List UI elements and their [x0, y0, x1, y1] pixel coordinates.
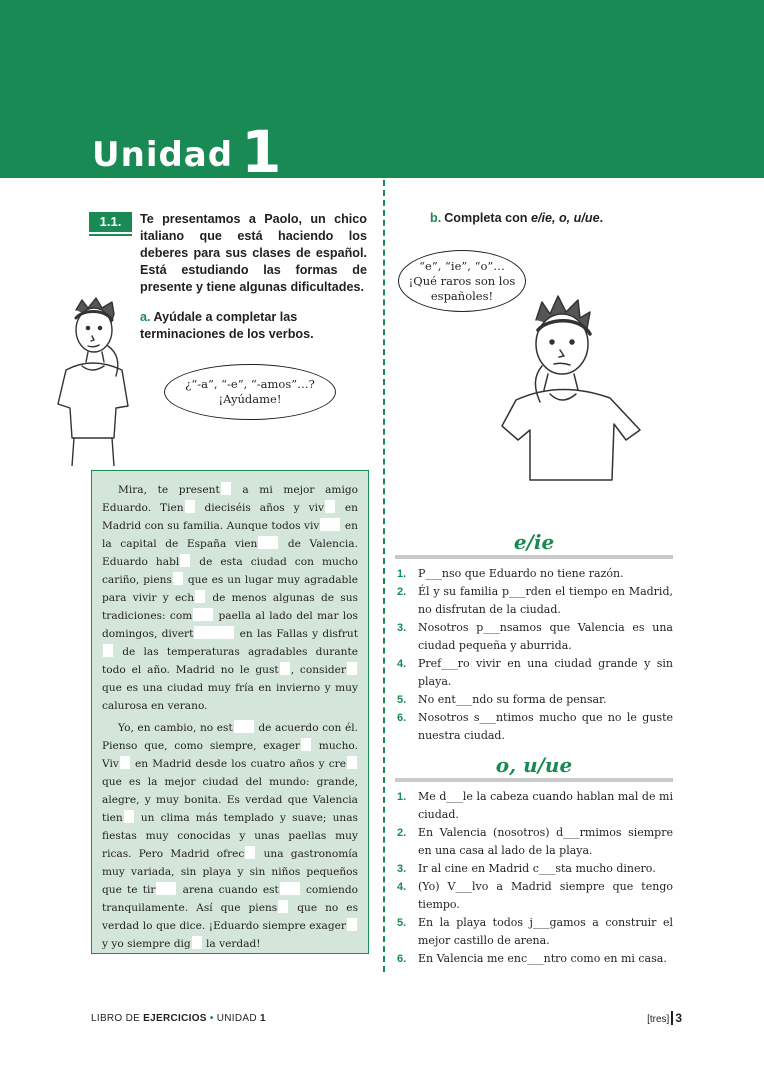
text-segment: la verdad!	[202, 938, 261, 950]
blank-field[interactable]	[234, 720, 254, 733]
text-segment: de las temperaturas agradables durante todo el año. Madrid no le gust	[102, 646, 358, 676]
part-b-text: Completa con	[444, 211, 531, 225]
section-title-oue: o, u/ue	[495, 753, 573, 777]
item-text: Me d___le la cabeza cuando hablan mal de mi ciudad.	[418, 790, 673, 821]
boy-illustration-b	[490, 290, 650, 490]
blank-field[interactable]	[195, 590, 205, 603]
section-rule-eie	[395, 555, 673, 559]
item-number: 2.	[397, 586, 407, 598]
list-item	[397, 950, 673, 968]
text-segment: de esta ciudad con mucho cariño, piens	[102, 556, 359, 586]
part-b-instruction	[430, 211, 603, 225]
blank-field[interactable]	[280, 662, 290, 675]
item-text: En Valencia me enc___ntro como en mi casa.	[418, 952, 667, 965]
footer-page-word: [tres]	[647, 1014, 670, 1025]
blank-field[interactable]	[347, 662, 357, 675]
list-item	[397, 914, 673, 950]
footer-page-number	[647, 1011, 682, 1025]
item-number: 3.	[397, 622, 407, 634]
text-segment: a mi mejor amigo Eduardo. Tien	[102, 484, 358, 514]
item-number: 1.	[397, 791, 407, 803]
exercise-list-eie	[397, 565, 673, 745]
blank-field[interactable]	[280, 882, 300, 895]
item-number: 5.	[397, 917, 407, 929]
text-segment: comiendo tranquilamente. Así que piens	[102, 884, 358, 914]
speech-bubble-a	[164, 364, 336, 420]
blank-field[interactable]	[120, 756, 130, 769]
text-segment: Mira, te present	[118, 484, 220, 496]
bubble-a-line2: ¡Ayúdame!	[218, 392, 282, 406]
blank-field[interactable]	[245, 846, 255, 859]
text-paragraph-2	[102, 719, 358, 953]
text-segment: en las Fallas y disfrut	[235, 628, 358, 640]
item-text: Pref___ro vivir en una ciudad grande y sin playa.	[418, 657, 673, 688]
text-segment: de Valencia. Eduardo habl	[102, 538, 358, 568]
text-segment: en la capital de España vien	[102, 520, 358, 550]
footer-separator: •	[209, 1013, 214, 1024]
text-segment: un clima más templado y suave; unas fiestas muy conocidas y unas paellas muy ricas. Pero Madrid ofrec	[102, 812, 358, 860]
text-segment: paella al lado del mar los domingos, divert	[102, 610, 358, 640]
list-item	[397, 878, 673, 914]
list-item	[397, 709, 673, 745]
item-number: 4.	[397, 881, 407, 893]
fill-in-text-box	[91, 470, 369, 954]
list-item	[397, 691, 673, 709]
blank-field[interactable]	[192, 936, 202, 949]
part-a-instruction	[140, 309, 367, 343]
blank-field[interactable]	[193, 608, 213, 621]
item-text: (Yo) V___lvo a Madrid siempre que tengo tiempo.	[418, 880, 673, 911]
text-segment: que es un lugar muy agradable para vivir y ech	[102, 574, 358, 604]
item-number: 5.	[397, 694, 407, 706]
item-text: Nosotros s___ntimos mucho que no le guste nuestra ciudad.	[418, 711, 673, 742]
text-segment: , consider	[290, 664, 346, 676]
item-text: Él y su familia p___rden el tiempo en Madrid, no disfrutan de la ciudad.	[418, 585, 673, 616]
blank-field[interactable]	[180, 554, 190, 567]
text-segment: dieciséis años y viv	[195, 502, 324, 514]
text-segment: que no es verdad lo que dice. ¡Eduardo siempre exager	[102, 902, 358, 932]
text-segment: que es la mejor ciudad del mundo: grande, alegre, y muy bonita. Es verdad que Valencia tien	[102, 776, 358, 824]
text-segment: que es una ciudad muy fría en invierno y muy calurosa en verano.	[102, 682, 358, 712]
text-paragraph-1	[102, 481, 358, 715]
item-text: Ir al cine en Madrid c___sta mucho dinero.	[418, 862, 656, 875]
blank-field[interactable]	[347, 756, 357, 769]
text-segment: y yo siempre dig	[102, 938, 191, 950]
item-number: 3.	[397, 863, 407, 875]
footer-book-label	[91, 1013, 266, 1024]
footer-page-num: 3	[671, 1011, 682, 1025]
part-a-letter: a.	[140, 310, 151, 324]
part-b-letter: b.	[430, 211, 442, 225]
blank-field[interactable]	[221, 482, 231, 495]
item-number: 6.	[397, 712, 407, 724]
list-item	[397, 619, 673, 655]
item-number: 6.	[397, 953, 407, 965]
unit-number: 1	[241, 118, 282, 186]
exercise-number-badge: 1.1.	[89, 212, 132, 232]
unit-title	[92, 112, 282, 186]
footer-unit: UNIDAD	[216, 1013, 260, 1024]
blank-field[interactable]	[258, 536, 278, 549]
bubble-a-line1: ¿“-a”, “-e”, “-amos”…?	[185, 377, 315, 391]
footer-book-bold: EJERCICIOS	[143, 1013, 207, 1024]
list-item	[397, 565, 673, 583]
bubble-b-line3: españoles!	[430, 288, 494, 303]
list-item	[397, 824, 673, 860]
part-b-options: e/ie, o, u/ue	[530, 211, 600, 225]
part-a-text: Ayúdale a completar las terminaciones de los verbos.	[140, 310, 314, 341]
section-title-eie: e/ie	[513, 530, 555, 554]
item-text: En la playa todos j___gamos a construir el mejor castillo de arena.	[418, 916, 673, 947]
list-item	[397, 583, 673, 619]
blank-field[interactable]	[124, 810, 134, 823]
text-segment: una gastronomía muy variada, sin playa y sin niños pequeños que te tir	[102, 848, 358, 896]
speech-bubble-b	[398, 250, 526, 312]
footer-unit-number: 1	[259, 1013, 266, 1024]
text-segment: arena cuando est	[177, 884, 279, 896]
list-item	[397, 655, 673, 691]
blank-field[interactable]	[103, 644, 113, 657]
blank-field[interactable]	[194, 626, 234, 639]
text-segment: Yo, en cambio, no est	[118, 722, 233, 734]
list-item	[397, 860, 673, 878]
blank-field[interactable]	[325, 500, 335, 513]
blank-field[interactable]	[320, 518, 340, 531]
part-b-end: .	[599, 211, 604, 225]
blank-field[interactable]	[347, 918, 357, 931]
text-segment: de acuerdo con él. Pienso que, como siempre, exager	[102, 722, 358, 752]
bubble-b-line1: “e”, “ie”, “o”…	[419, 258, 505, 273]
item-text: No ent___ndo su forma de pensar.	[418, 693, 607, 706]
blank-field[interactable]	[185, 500, 195, 513]
blank-field[interactable]	[301, 738, 311, 751]
section-rule-oue	[395, 778, 673, 782]
exercise-list-oue	[397, 788, 673, 968]
unit-word: Unidad	[92, 135, 234, 175]
bubble-b-line2: ¡Qué raros son los	[408, 273, 516, 288]
item-number: 1.	[397, 568, 407, 580]
boy-illustration-a	[52, 296, 144, 466]
text-segment: en Madrid con su familia. Aunque todos viv	[102, 502, 358, 532]
item-text: P___nso que Eduardo no tiene razón.	[418, 567, 624, 580]
column-divider	[383, 180, 385, 972]
item-number: 4.	[397, 658, 407, 670]
item-number: 2.	[397, 827, 407, 839]
text-segment: mucho. Viv	[102, 740, 358, 770]
blank-field[interactable]	[156, 882, 176, 895]
blank-field[interactable]	[173, 572, 183, 585]
item-text: En Valencia (nosotros) d___rmimos siempre en una casa al lado de la playa.	[418, 826, 673, 857]
footer-book: LIBRO DE	[91, 1013, 144, 1024]
item-text: Nosotros p___nsamos que Valencia es una ciudad pequeña y aburrida.	[418, 621, 673, 652]
text-segment: de menos algunas de sus tradiciones: com	[102, 592, 358, 622]
list-item	[397, 788, 673, 824]
text-segment: en Madrid desde los cuatro años y cre	[130, 758, 346, 770]
blank-field[interactable]	[278, 900, 288, 913]
exercise-intro: Te presentamos a Paolo, un chico italiano que está haciendo los deberes para sus clases de español. Está estudiando las formas de presente y tiene algunas dificultades.	[140, 212, 367, 294]
